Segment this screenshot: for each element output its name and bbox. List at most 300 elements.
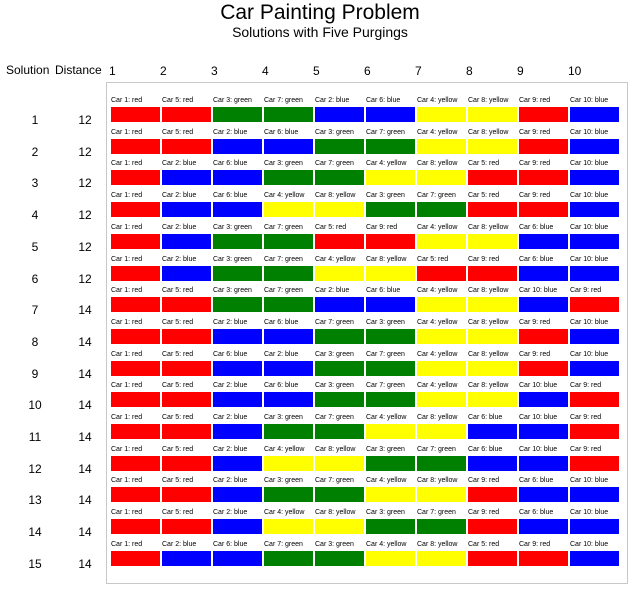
car-paint-bar [467,265,518,282]
car-paint-bar [110,518,161,535]
car-label: Car 5: red [162,97,194,104]
x-tick-label: 6 [364,64,371,78]
car-label: Car 4: yellow [417,128,458,136]
car-paint-bar [467,486,518,503]
car-label: Car 4: yellow [366,414,407,421]
car-label: Car 2: blue [315,97,350,104]
solution-number: 11 [28,430,42,444]
car-paint-bar [110,486,161,503]
car-label: Car 8: yellow [315,192,356,200]
car-paint-bar [263,360,314,377]
car-label: Car 5: red [162,382,194,390]
car-paint-bar [212,265,263,282]
x-tick-label: 1 [109,64,116,78]
car-label: Car 7: green [366,382,405,390]
x-tick-label: 4 [262,64,269,78]
car-paint-bar [365,106,416,123]
car-label: Car 9: red [519,350,551,358]
car-label: Car 9: red [519,192,551,200]
car-label: Car 7: green [264,97,303,104]
distance-value: 14 [78,303,92,318]
car-label: Car 1: red [111,382,143,390]
car-label: Car 5: red [162,318,194,326]
car-label: Car 3: green [213,223,252,231]
car-paint-bar [263,550,314,567]
car-paint-bar [518,296,569,313]
car-paint-bar [110,360,161,377]
car-paint-bar [416,423,467,440]
car-label: Car 6: blue [519,223,554,231]
car-label: Car 7: green [417,192,456,200]
car-label: Car 6: blue [366,97,401,104]
car-paint-bar [314,455,365,472]
car-label: Car 9: red [519,128,551,136]
car-paint-bar [467,391,518,408]
car-paint-bar [467,360,518,377]
car-label: Car 7: green [315,318,354,326]
car-label: Car 2: blue [162,223,197,231]
car-paint-bar [212,201,263,218]
car-label: Car 5: red [162,509,194,517]
car-label: Car 10: blue [570,318,609,326]
car-label: Car 5: red [162,414,194,421]
chart-subtitle: Solutions with Five Purgings [232,24,408,40]
solution-number: 15 [28,556,42,571]
car-label: Car 4: yellow [264,445,305,453]
car-label: Car 7: green [315,477,354,485]
car-label: Car 5: red [162,477,194,485]
car-label: Car 2: blue [213,414,248,421]
car-paint-bar [467,106,518,123]
car-label: Car 3: green [315,540,354,548]
car-paint-bar [467,138,518,155]
car-paint-bar [416,518,467,535]
car-label: Car 3: green [315,382,354,390]
car-paint-bar [467,518,518,535]
car-paint-bar [416,169,467,186]
car-paint-bar [518,201,569,218]
car-label: Car 4: yellow [366,540,407,548]
car-paint-bar [518,328,569,345]
car-paint-bar [416,233,467,250]
car-paint-bar [161,201,212,218]
car-paint-bar [212,518,263,535]
car-paint-bar [416,486,467,503]
car-label: Car 9: red [468,255,500,263]
car-paint-bar [416,201,467,218]
car-paint-bar [263,328,314,345]
car-paint-bar [518,423,569,440]
car-paint-bar [569,550,620,567]
car-label: Car 9: red [570,382,602,390]
car-label: Car 6: blue [519,477,554,485]
car-paint-bar [365,296,416,313]
car-paint-bar [416,550,467,567]
car-label: Car 10: blue [570,128,609,136]
car-paint-bar [314,423,365,440]
car-label: Car 2: blue [264,350,299,358]
solution-number: 12 [28,461,42,476]
distance-value: 12 [78,113,92,127]
car-paint-bar [161,296,212,313]
car-paint-bar [365,360,416,377]
car-label: Car 8: yellow [468,318,509,326]
car-paint-bar [518,106,569,123]
car-label: Car 7: green [315,414,354,421]
car-paint-bar [569,265,620,282]
car-label: Car 1: red [111,509,143,517]
car-paint-bar [314,233,365,250]
solution-column-header: Solution [6,63,50,77]
car-label: Car 8: yellow [468,382,509,390]
car-paint-bar [161,391,212,408]
car-label: Car 10: blue [570,509,609,517]
x-tick-label: 9 [517,64,524,78]
car-paint-bar [314,265,365,282]
x-tick-label: 7 [415,64,422,78]
car-label: Car 2: blue [213,382,248,390]
solution-number: 9 [31,366,39,381]
distance-value: 14 [78,366,92,381]
solution-number: 4 [31,208,39,223]
distance-value: 12 [78,239,92,254]
car-paint-bar [110,455,161,472]
car-paint-bar [569,486,620,503]
car-label: Car 2: blue [213,477,248,485]
car-label: Car 1: red [111,128,143,136]
car-paint-bar [569,106,620,123]
car-label: Car 9: red [519,97,551,104]
car-paint-bar [263,265,314,282]
car-paint-bar [365,233,416,250]
car-paint-bar [518,391,569,408]
car-paint-bar [569,233,620,250]
car-label: Car 10: blue [519,287,558,295]
distance-value: 12 [78,271,92,286]
car-paint-bar [314,169,365,186]
car-label: Car 4: yellow [264,509,305,517]
car-label: Car 8: yellow [468,97,509,104]
car-label: Car 8: yellow [366,255,407,263]
car-paint-bar [110,550,161,567]
car-label: Car 8: yellow [468,350,509,358]
car-label: Car 3: green [213,97,252,104]
car-paint-bar [161,138,212,155]
car-label: Car 7: green [315,160,354,168]
car-paint-bar [161,455,212,472]
car-label: Car 4: yellow [315,255,356,263]
distance-value: 14 [78,461,92,476]
car-label: Car 5: red [468,192,500,200]
car-label: Car 7: green [417,509,456,517]
car-label: Car 3: green [213,255,252,263]
car-paint-bar [416,360,467,377]
car-paint-bar [467,423,518,440]
car-paint-bar [212,360,263,377]
car-paint-bar [518,518,569,535]
car-paint-bar [314,360,365,377]
car-paint-bar [263,106,314,123]
car-label: Car 3: green [264,414,303,421]
x-tick-label: 8 [466,64,473,78]
car-paint-bar [263,455,314,472]
car-label: Car 10: blue [570,160,609,168]
car-label: Car 5: red [162,287,194,295]
car-paint-bar [467,169,518,186]
car-paint-bar [416,328,467,345]
car-label: Car 8: yellow [468,223,509,231]
car-paint-bar [212,486,263,503]
car-paint-bar [263,169,314,186]
car-paint-bar [467,201,518,218]
car-paint-bar [518,360,569,377]
car-label: Car 1: red [111,350,143,358]
car-label: Car 3: green [264,160,303,168]
car-label: Car 8: yellow [417,540,458,548]
car-paint-bar [365,328,416,345]
car-paint-bar [110,328,161,345]
car-label: Car 6: blue [468,445,503,453]
car-paint-bar [314,296,365,313]
car-label: Car 4: yellow [417,223,458,231]
car-label: Car 6: blue [519,255,554,263]
car-paint-bar [212,328,263,345]
car-label: Car 3: green [366,192,405,200]
car-paint-bar [518,169,569,186]
car-paint-bar [365,138,416,155]
car-paint-bar [161,550,212,567]
solution-number: 8 [31,334,39,349]
car-label: Car 1: red [111,255,143,263]
car-paint-bar [569,169,620,186]
car-label: Car 2: blue [162,540,197,548]
car-paint-bar [263,138,314,155]
car-label: Car 5: red [315,223,347,231]
car-paint-bar [467,233,518,250]
car-label: Car 6: blue [213,160,248,168]
car-paint-bar [365,486,416,503]
car-paint-bar [212,296,263,313]
car-paint-bar [314,391,365,408]
car-paint-bar [518,550,569,567]
car-label: Car 2: blue [315,287,350,295]
car-paint-bar [365,169,416,186]
car-label: Car 9: red [519,160,551,168]
car-paint-bar [416,106,467,123]
car-paint-bar [212,423,263,440]
car-paint-bar [263,518,314,535]
solution-number: 3 [31,176,39,191]
car-paint-bar [110,233,161,250]
car-label: Car 8: yellow [468,287,509,295]
car-label: Car 5: red [468,160,500,168]
car-paint-bar [110,423,161,440]
car-paint-bar [365,518,416,535]
car-label: Car 3: green [315,350,354,358]
solution-number: 1 [31,113,39,127]
car-paint-bar [161,265,212,282]
car-label: Car 10: blue [570,477,609,485]
car-label: Car 10: blue [519,414,558,421]
car-label: Car 5: red [417,255,449,263]
distance-value: 14 [78,525,92,540]
car-paint-bar [161,360,212,377]
car-label: Car 3: green [315,128,354,136]
car-paint-bar [110,169,161,186]
car-label: Car 10: blue [570,255,609,263]
car-label: Car 1: red [111,445,143,453]
car-paint-bar [365,455,416,472]
car-label: Car 6: blue [264,382,299,390]
car-paint-bar [161,518,212,535]
car-paint-bar [416,391,467,408]
car-label: Car 10: blue [570,97,609,104]
car-paint-bar [161,106,212,123]
car-paint-bar [161,233,212,250]
car-label: Car 6: blue [519,509,554,517]
car-paint-bar [365,423,416,440]
car-paint-bar [314,486,365,503]
car-label: Car 1: red [111,192,143,200]
x-tick-label: 2 [160,64,167,78]
car-label: Car 1: red [111,414,143,421]
car-paint-bar [314,106,365,123]
car-paint-bar [569,423,620,440]
car-paint-bar [467,455,518,472]
car-label: Car 4: yellow [417,97,458,104]
car-label: Car 10: blue [570,223,609,231]
car-label: Car 9: red [468,477,500,485]
car-paint-bar [569,296,620,313]
car-label: Car 4: yellow [366,477,407,485]
car-label: Car 8: yellow [417,160,458,168]
car-label: Car 6: blue [366,287,401,295]
car-paint-bar [314,550,365,567]
car-label: Car 8: yellow [417,477,458,485]
car-paint-bar [212,138,263,155]
car-paint-bar [518,455,569,472]
car-paint-bar [569,391,620,408]
car-label: Car 3: green [366,318,405,326]
car-paint-bar [569,518,620,535]
car-paint-bar [569,201,620,218]
car-paint-bar [110,296,161,313]
car-label: Car 2: blue [162,192,197,200]
car-label: Car 10: blue [519,445,558,453]
distance-value: 12 [78,208,92,223]
car-label: Car 6: blue [468,414,503,421]
distance-value: 14 [78,493,92,508]
car-label: Car 2: blue [213,445,248,453]
car-label: Car 3: green [366,445,405,453]
car-label: Car 7: green [264,223,303,231]
car-label: Car 8: yellow [315,445,356,453]
car-paint-bar [212,233,263,250]
car-paint-bar [110,265,161,282]
car-paint-bar [161,486,212,503]
car-paint-bar [518,233,569,250]
car-label: Car 10: blue [570,540,609,548]
car-label: Car 1: red [111,160,143,168]
x-tick-label: 10 [568,64,582,78]
car-paint-bar [569,328,620,345]
car-paint-bar [161,328,212,345]
car-paint-bar [518,265,569,282]
car-label: Car 7: green [417,445,456,453]
car-paint-bar [365,265,416,282]
car-paint-bar [110,391,161,408]
distance-value: 12 [78,144,92,159]
car-label: Car 4: yellow [264,192,305,200]
car-paint-bar [365,391,416,408]
car-label: Car 8: yellow [468,128,509,136]
car-paint-bar [263,423,314,440]
car-label: Car 9: red [570,287,602,295]
car-label: Car 6: blue [264,318,299,326]
solution-number: 6 [31,271,39,286]
solution-number: 10 [28,398,42,413]
car-label: Car 1: red [111,477,143,485]
x-tick-label: 3 [211,64,218,78]
distance-value: 14 [78,398,92,413]
car-paint-bar [569,138,620,155]
car-label: Car 6: blue [213,540,248,548]
car-label: Car 3: green [366,509,405,517]
car-paint-bar [416,296,467,313]
car-label: Car 2: blue [213,509,248,517]
car-label: Car 3: green [213,287,252,295]
car-paint-bar [212,550,263,567]
car-paint-bar [212,106,263,123]
car-label: Car 1: red [111,223,143,231]
car-label: Car 6: blue [213,350,248,358]
car-label: Car 10: blue [519,382,558,390]
car-label: Car 4: yellow [417,318,458,326]
car-paint-bar [518,486,569,503]
car-paint-bar [161,169,212,186]
solution-number: 5 [31,239,39,254]
car-paint-bar [212,169,263,186]
chart-title: Car Painting Problem [220,1,420,24]
car-label: Car 7: green [366,128,405,136]
car-paint-bar [263,296,314,313]
car-paint-bar [518,138,569,155]
car-label: Car 9: red [366,223,398,231]
car-label: Car 9: red [519,540,551,548]
car-paint-bar [467,550,518,567]
car-label: Car 2: blue [213,128,248,136]
car-paint-bar [263,233,314,250]
car-paint-bar [263,486,314,503]
car-paint-bar [110,138,161,155]
car-paint-bar [416,265,467,282]
car-paint-bar [569,455,620,472]
car-label: Car 9: red [519,318,551,326]
car-label: Car 8: yellow [417,414,458,421]
distance-value: 12 [78,176,92,191]
solution-number: 13 [28,493,42,508]
car-label: Car 4: yellow [366,160,407,168]
car-label: Car 1: red [111,540,143,548]
distance-column-header: Distance [55,63,102,77]
distance-value: 14 [78,430,92,444]
car-label: Car 5: red [162,128,194,136]
car-paint-bar [263,391,314,408]
distance-value: 14 [78,556,92,571]
car-label: Car 10: blue [570,350,609,358]
car-paint-bar [416,455,467,472]
car-label: Car 9: red [570,414,602,421]
